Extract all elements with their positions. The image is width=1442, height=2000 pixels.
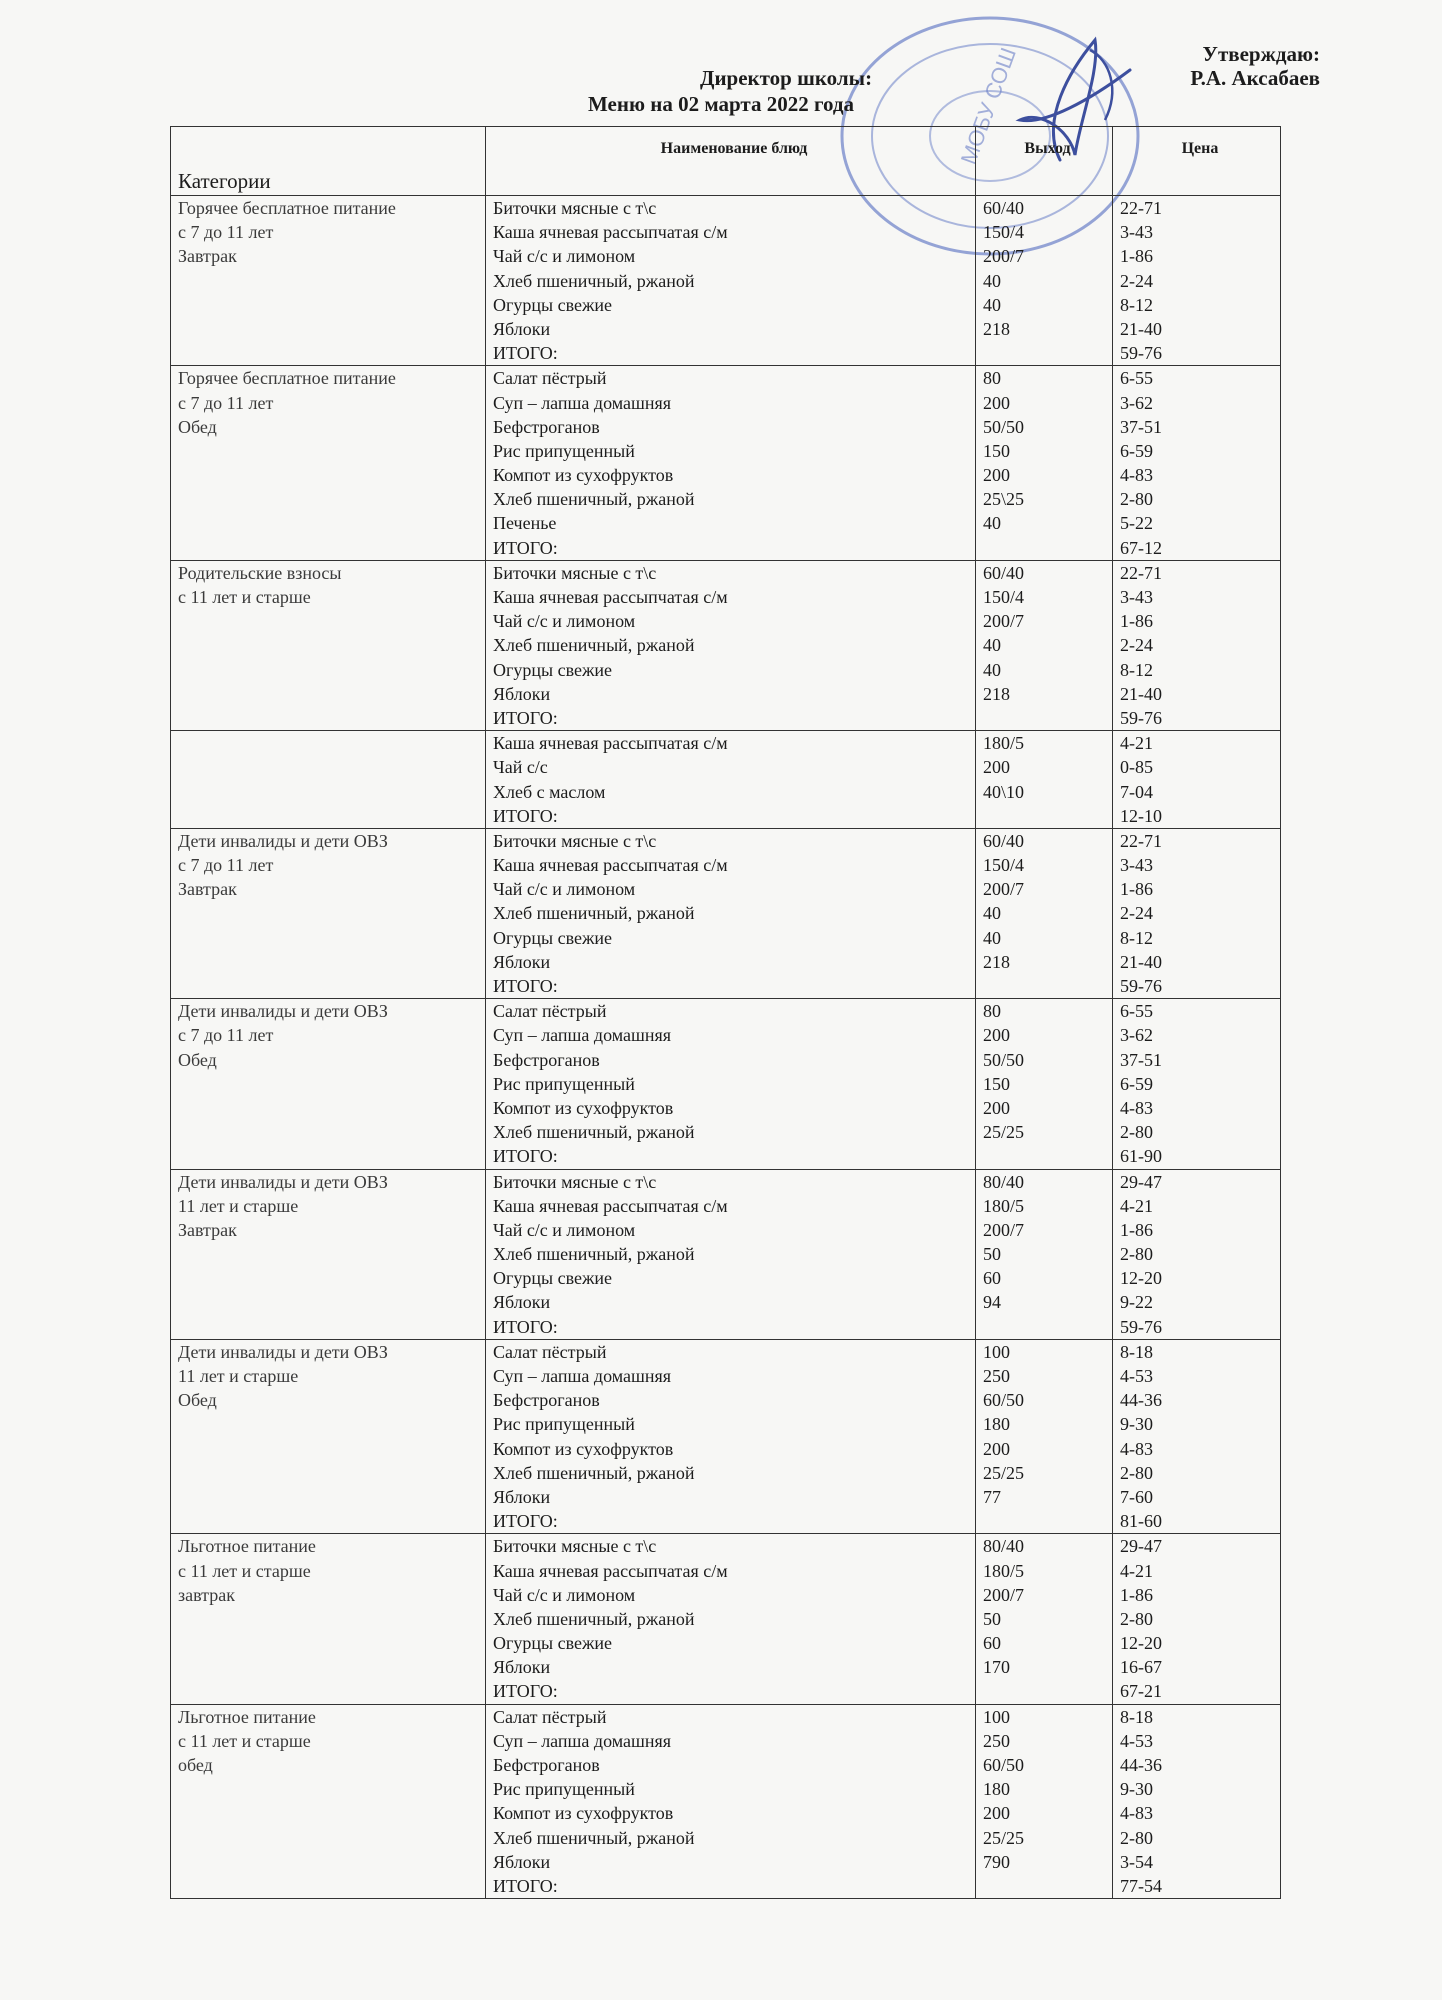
dish-price: 2-80 [1120, 489, 1153, 510]
dishes-cell [486, 1169, 976, 1339]
dish-name: Огурцы свежие [493, 1268, 613, 1289]
category-line: с 11 лет и старше [178, 1560, 311, 1581]
dish-name: Чай с/с и лимоном [493, 246, 636, 267]
dish-price: 59-76 [1120, 343, 1162, 364]
header-categories: Категории [171, 127, 486, 196]
dish-yield: 25\25 [983, 489, 1025, 510]
dish-price: 2-24 [1120, 635, 1153, 656]
dish-name: Чай с/с и лимоном [493, 1584, 636, 1605]
dish-name: Каша ячневая рассыпчатая с/м [493, 1560, 728, 1581]
yield-cell [976, 999, 1113, 1169]
dishes-cell [486, 1339, 976, 1534]
director-name: Р.А. Аксабаев [1190, 66, 1320, 90]
dish-name: Хлеб пшеничный, ржаной [493, 270, 695, 291]
dish-price: 3-54 [1120, 1851, 1153, 1872]
dish-name: Чай с/с и лимоном [493, 879, 636, 900]
dish-yield: 40 [983, 903, 1001, 924]
category-line: Дети инвалиды и дети ОВЗ [178, 830, 388, 851]
dish-price: 44-36 [1120, 1390, 1162, 1411]
dish-name: Суп – лапша домашняя [493, 1730, 672, 1751]
dish-name: Биточки мясные с т\с [493, 1536, 657, 1557]
yield-cell [976, 828, 1113, 998]
dish-name: Бефстроганов [493, 416, 600, 437]
price-cell [1113, 828, 1281, 998]
dish-price: 2-24 [1120, 903, 1153, 924]
dish-name: ИТОГО: [493, 537, 558, 558]
category-line: с 11 лет и старше [178, 1730, 311, 1751]
dish-yield: 100 [983, 1706, 1010, 1727]
dish-yield: 200 [983, 465, 1010, 486]
yield-cell [976, 731, 1113, 829]
dish-yield: 218 [983, 318, 1010, 339]
category-line: с 7 до 11 лет [178, 1025, 274, 1046]
category-cell [171, 1534, 486, 1704]
category-cell [171, 731, 486, 829]
dish-yield: 60 [983, 1633, 1001, 1654]
category-cell [171, 1169, 486, 1339]
yield-cell [976, 1704, 1113, 1899]
dish-yield: 60/40 [983, 198, 1025, 218]
category-line: Обед [178, 416, 217, 437]
dishes-cell [486, 560, 976, 730]
dish-name: Яблоки [493, 1292, 551, 1313]
dish-name: Биточки мясные с т\с [493, 830, 657, 851]
dish-price: 29-47 [1120, 1171, 1162, 1192]
category-cell [171, 560, 486, 730]
dish-price: 2-24 [1120, 270, 1153, 291]
dish-price: 4-83 [1120, 1438, 1153, 1459]
category-line: Льготное питание [178, 1536, 316, 1557]
price-cell [1113, 1339, 1281, 1534]
table-row [171, 828, 1281, 998]
dish-name: Огурцы свежие [493, 927, 613, 948]
category-line: обед [178, 1755, 213, 1775]
category-cell [171, 828, 486, 998]
dish-yield: 200/7 [983, 1219, 1025, 1240]
dish-yield: 60/40 [983, 562, 1025, 583]
category-line: Обед [178, 1049, 217, 1070]
dish-price: 16-67 [1120, 1657, 1162, 1678]
dish-yield: 40 [983, 270, 1001, 291]
dish-yield: 170 [983, 1657, 1010, 1678]
yield-cell [976, 366, 1113, 561]
dish-yield: 150 [983, 1073, 1010, 1094]
dish-name: Каша ячневая рассыпчатая с/м [493, 1195, 728, 1216]
dish-name: Суп – лапша домашняя [493, 392, 672, 413]
dish-price: 21-40 [1120, 683, 1162, 704]
dishes-cell [486, 366, 976, 561]
dish-price: 4-53 [1120, 1366, 1153, 1386]
dish-yield: 25/25 [983, 1122, 1025, 1143]
dish-price: 8-12 [1120, 927, 1153, 948]
dish-yield: 40 [983, 927, 1001, 948]
dish-price: 59-76 [1120, 707, 1162, 728]
dish-name: Чай с/с [493, 757, 548, 778]
dish-price: 4-83 [1120, 1803, 1153, 1824]
dish-price: 12-20 [1120, 1268, 1162, 1289]
dishes-cell [486, 196, 976, 366]
dish-name: Огурцы свежие [493, 659, 613, 680]
dish-name: Суп – лапша домашняя [493, 1366, 672, 1386]
category-line: Обед [178, 1390, 217, 1411]
dish-name: Каша ячневая рассыпчатая с/м [493, 855, 728, 876]
dish-name: Хлеб с маслом [493, 781, 606, 802]
price-cell [1113, 196, 1281, 366]
dish-yield: 200 [983, 1438, 1010, 1459]
dish-yield: 60/50 [983, 1755, 1025, 1775]
dishes-cell [486, 828, 976, 998]
menu-table [170, 126, 1281, 1899]
dish-name: Рис припущенный [493, 440, 635, 461]
category-line: с 7 до 11 лет [178, 392, 274, 413]
dish-yield: 50/50 [983, 1049, 1025, 1070]
dish-name: Салат пёстрый [493, 1001, 607, 1022]
price-cell [1113, 1704, 1281, 1899]
dish-name: Печенье [493, 513, 557, 534]
dish-price: 0-85 [1120, 757, 1153, 778]
category-cell [171, 366, 486, 561]
dish-price: 2-80 [1120, 1462, 1153, 1483]
dish-price: 77-54 [1120, 1875, 1162, 1896]
dish-name: Яблоки [493, 318, 551, 339]
dish-yield: 60 [983, 1268, 1001, 1289]
category-line: Родительские взносы [178, 562, 342, 583]
dish-yield: 40 [983, 659, 1001, 680]
dish-yield: 200 [983, 1803, 1010, 1824]
dish-price: 6-55 [1120, 1001, 1153, 1022]
category-line: Дети инвалиды и дети ОВЗ [178, 1001, 388, 1022]
dish-price: 8-18 [1120, 1341, 1153, 1362]
dish-name: Бефстроганов [493, 1755, 600, 1775]
dish-yield: 150 [983, 440, 1010, 461]
dish-yield: 80/40 [983, 1171, 1025, 1192]
dish-yield: 50/50 [983, 416, 1025, 437]
dish-price: 7-60 [1120, 1486, 1153, 1507]
table-row [171, 1534, 1281, 1704]
dish-price: 12-10 [1120, 805, 1162, 826]
dish-price: 8-12 [1120, 659, 1153, 680]
dish-yield: 790 [983, 1851, 1010, 1872]
dishes-cell [486, 731, 976, 829]
dish-yield: 40 [983, 635, 1001, 656]
dish-yield: 200/7 [983, 246, 1025, 267]
dish-yield: 40\10 [983, 781, 1025, 802]
dish-price: 4-83 [1120, 1097, 1153, 1118]
dish-name: Чай с/с и лимоном [493, 1219, 636, 1240]
dish-price: 4-21 [1120, 1195, 1153, 1216]
dish-yield: 180/5 [983, 1560, 1025, 1581]
category-line: 11 лет и старше [178, 1366, 299, 1386]
yield-cell [976, 196, 1113, 366]
dish-name: ИТОГО: [493, 1681, 558, 1702]
dish-name: Биточки мясные с т\с [493, 1171, 657, 1192]
price-cell [1113, 560, 1281, 730]
dish-price: 37-51 [1120, 416, 1162, 437]
dish-name: ИТОГО: [493, 976, 558, 996]
dish-yield: 200 [983, 757, 1010, 778]
dish-price: 8-18 [1120, 1706, 1153, 1727]
dish-name: ИТОГО: [493, 1146, 558, 1167]
table-row [171, 999, 1281, 1169]
dish-name: Хлеб пшеничный, ржаной [493, 489, 695, 510]
dish-price: 1-86 [1120, 1584, 1153, 1605]
dish-price: 3-62 [1120, 1025, 1153, 1046]
dish-name: Рис припущенный [493, 1073, 635, 1094]
dish-price: 6-59 [1120, 1073, 1153, 1094]
category-line: Горячее бесплатное питание [178, 198, 396, 218]
dish-price: 2-80 [1120, 1244, 1153, 1265]
category-line: завтрак [178, 1584, 235, 1605]
dish-price: 5-22 [1120, 513, 1153, 534]
dish-yield: 218 [983, 951, 1010, 972]
dish-price: 6-59 [1120, 440, 1153, 461]
dish-name: Хлеб пшеничный, ржаной [493, 635, 695, 656]
dish-name: ИТОГО: [493, 343, 558, 364]
dish-yield: 25/25 [983, 1827, 1025, 1848]
dish-name: Биточки мясные с т\с [493, 562, 657, 583]
category-cell [171, 999, 486, 1169]
table-row [171, 560, 1281, 730]
dish-name: Огурцы свежие [493, 1633, 613, 1654]
dish-name: ИТОГО: [493, 805, 558, 826]
table-row [171, 1169, 1281, 1339]
dish-name: Хлеб пшеничный, ржаной [493, 1122, 695, 1143]
dish-price: 4-21 [1120, 1560, 1153, 1581]
dish-yield: 80 [983, 1001, 1001, 1022]
dish-price: 3-43 [1120, 222, 1153, 243]
dish-name: Каша ячневая рассыпчатая с/м [493, 587, 728, 607]
category-line: Дети инвалиды и дети ОВЗ [178, 1171, 388, 1192]
dish-price: 4-83 [1120, 465, 1153, 486]
dish-name: Яблоки [493, 951, 551, 972]
dish-yield: 150/4 [983, 222, 1025, 243]
approve-label: Утверждаю: [1202, 42, 1320, 66]
dish-yield: 100 [983, 1341, 1010, 1362]
table-row [171, 1704, 1281, 1899]
dish-name: Суп – лапша домашняя [493, 1025, 672, 1046]
dish-price: 9-30 [1120, 1779, 1153, 1800]
dish-yield: 94 [983, 1292, 1001, 1313]
dish-name: Хлеб пшеничный, ржаной [493, 1608, 695, 1629]
dish-name: Яблоки [493, 1486, 551, 1507]
dish-yield: 180 [983, 1414, 1010, 1435]
category-line: с 11 лет и старше [178, 587, 311, 607]
dish-price: 81-60 [1120, 1511, 1162, 1532]
dish-yield: 60/50 [983, 1390, 1025, 1411]
category-line: 11 лет и старше [178, 1195, 299, 1216]
dish-yield: 60/40 [983, 830, 1025, 851]
dish-yield: 80/40 [983, 1536, 1025, 1557]
dish-price: 2-80 [1120, 1827, 1153, 1848]
dish-price: 1-86 [1120, 246, 1153, 267]
dish-name: Яблоки [493, 1851, 551, 1872]
dish-yield: 218 [983, 683, 1010, 704]
dish-price: 6-55 [1120, 368, 1153, 389]
table-row [171, 731, 1281, 829]
dish-price: 22-71 [1120, 830, 1162, 851]
dish-yield: 200/7 [983, 879, 1025, 900]
dish-name: Компот из сухофруктов [493, 1803, 674, 1824]
dish-yield: 250 [983, 1366, 1010, 1386]
dish-price: 9-30 [1120, 1414, 1153, 1435]
dish-name: Салат пёстрый [493, 1706, 607, 1727]
dish-price: 29-47 [1120, 1536, 1162, 1557]
dish-price: 2-80 [1120, 1608, 1153, 1629]
dish-yield: 150/4 [983, 855, 1025, 876]
table-row [171, 196, 1281, 366]
dish-name: ИТОГО: [493, 1511, 558, 1532]
dish-yield: 200/7 [983, 1584, 1025, 1605]
dish-price: 4-53 [1120, 1730, 1153, 1751]
dish-price: 67-12 [1120, 537, 1162, 558]
category-line: Завтрак [178, 246, 237, 267]
dish-name: Хлеб пшеничный, ржаной [493, 1462, 695, 1483]
category-line: Завтрак [178, 879, 237, 900]
category-line: Льготное питание [178, 1706, 316, 1727]
dish-price: 1-86 [1120, 1219, 1153, 1240]
price-cell [1113, 366, 1281, 561]
yield-cell [976, 560, 1113, 730]
dish-price: 1-86 [1120, 611, 1153, 632]
dishes-cell [486, 1704, 976, 1899]
category-line: Дети инвалиды и дети ОВЗ [178, 1341, 388, 1362]
dish-price: 7-04 [1120, 781, 1153, 802]
page-title: Меню на 02 марта 2022 года [587, 92, 855, 116]
dish-price: 61-90 [1120, 1146, 1162, 1167]
dish-name: ИТОГО: [493, 1875, 558, 1896]
dish-name: Компот из сухофруктов [493, 1438, 674, 1459]
dish-name: Хлеб пшеничный, ржаной [493, 1827, 695, 1848]
dish-price: 44-36 [1120, 1755, 1162, 1775]
dish-yield: 25/25 [983, 1462, 1025, 1483]
dish-price: 9-22 [1120, 1292, 1153, 1313]
table-row [171, 366, 1281, 561]
dish-yield: 200 [983, 1097, 1010, 1118]
dish-name: Огурцы свежие [493, 294, 613, 315]
dish-yield: 180/5 [983, 1195, 1025, 1216]
dish-price: 3-62 [1120, 392, 1153, 413]
price-cell [1113, 1534, 1281, 1704]
dish-price: 8-12 [1120, 294, 1153, 315]
director-label: Директор школы: [700, 66, 873, 90]
header-dishes: Наименование блюд [486, 127, 976, 196]
price-cell [1113, 999, 1281, 1169]
dishes-cell [486, 1534, 976, 1704]
dish-yield: 40 [983, 513, 1001, 534]
dish-yield: 80 [983, 368, 1001, 389]
dish-name: Каша ячневая рассыпчатая с/м [493, 733, 728, 754]
yield-cell [976, 1339, 1113, 1534]
table-header-row [171, 127, 1281, 196]
dish-yield: 180/5 [983, 733, 1025, 754]
yield-cell [976, 1169, 1113, 1339]
menu-table-body [171, 196, 1281, 1899]
category-cell [171, 196, 486, 366]
price-cell [1113, 731, 1281, 829]
dish-yield: 50 [983, 1244, 1001, 1265]
dish-name: Салат пёстрый [493, 1341, 607, 1362]
dish-price: 59-76 [1120, 976, 1162, 996]
category-line: с 7 до 11 лет [178, 222, 274, 243]
dish-price: 21-40 [1120, 951, 1162, 972]
dish-name: Рис припущенный [493, 1414, 635, 1435]
dish-price: 3-43 [1120, 855, 1153, 876]
dish-yield: 250 [983, 1730, 1010, 1751]
dish-name: Хлеб пшеничный, ржаной [493, 1244, 695, 1265]
dish-name: Хлеб пшеничный, ржаной [493, 903, 695, 924]
dish-name: Бефстроганов [493, 1049, 600, 1070]
yield-cell [976, 1534, 1113, 1704]
dish-price: 1-86 [1120, 879, 1153, 900]
dish-yield: 150/4 [983, 587, 1025, 607]
header-yield: Выход [976, 127, 1113, 196]
dish-name: Салат пёстрый [493, 368, 607, 389]
dish-yield: 200 [983, 1025, 1010, 1046]
price-cell [1113, 1169, 1281, 1339]
header-price: Цена [1113, 127, 1281, 196]
dish-price: 22-71 [1120, 562, 1162, 583]
dish-price: 22-71 [1120, 198, 1162, 218]
dish-name: ИТОГО: [493, 1316, 558, 1337]
dish-name: Яблоки [493, 1657, 551, 1678]
category-line: Завтрак [178, 1219, 237, 1240]
dishes-cell [486, 999, 976, 1169]
dish-yield: 200/7 [983, 611, 1025, 632]
dish-name: Биточки мясные с т\с [493, 198, 657, 218]
dish-name: Каша ячневая рассыпчатая с/м [493, 222, 728, 243]
dish-name: Компот из сухофруктов [493, 465, 674, 486]
dish-price: 37-51 [1120, 1049, 1162, 1070]
dish-yield: 180 [983, 1779, 1010, 1800]
dish-price: 4-21 [1120, 733, 1153, 754]
dish-name: Компот из сухофруктов [493, 1097, 674, 1118]
svg-text:МОБУ СОШ: МОБУ СОШ [955, 44, 1021, 168]
dish-price: 2-80 [1120, 1122, 1153, 1143]
dish-name: Яблоки [493, 683, 551, 704]
dish-price: 21-40 [1120, 318, 1162, 339]
category-cell [171, 1339, 486, 1534]
dish-name: Чай с/с и лимоном [493, 611, 636, 632]
dish-price: 67-21 [1120, 1681, 1162, 1702]
category-line: с 7 до 11 лет [178, 855, 274, 876]
dish-yield: 50 [983, 1608, 1001, 1629]
dish-price: 12-20 [1120, 1633, 1162, 1654]
table-row [171, 1339, 1281, 1534]
dish-yield: 200 [983, 392, 1010, 413]
dish-name: ИТОГО: [493, 707, 558, 728]
dish-yield: 40 [983, 294, 1001, 315]
dish-name: Рис припущенный [493, 1779, 635, 1800]
category-line: Горячее бесплатное питание [178, 368, 396, 389]
dish-name: Бефстроганов [493, 1390, 600, 1411]
dish-price: 59-76 [1120, 1316, 1162, 1337]
dish-price: 3-43 [1120, 587, 1153, 607]
category-cell [171, 1704, 486, 1899]
dish-yield: 77 [983, 1486, 1001, 1507]
